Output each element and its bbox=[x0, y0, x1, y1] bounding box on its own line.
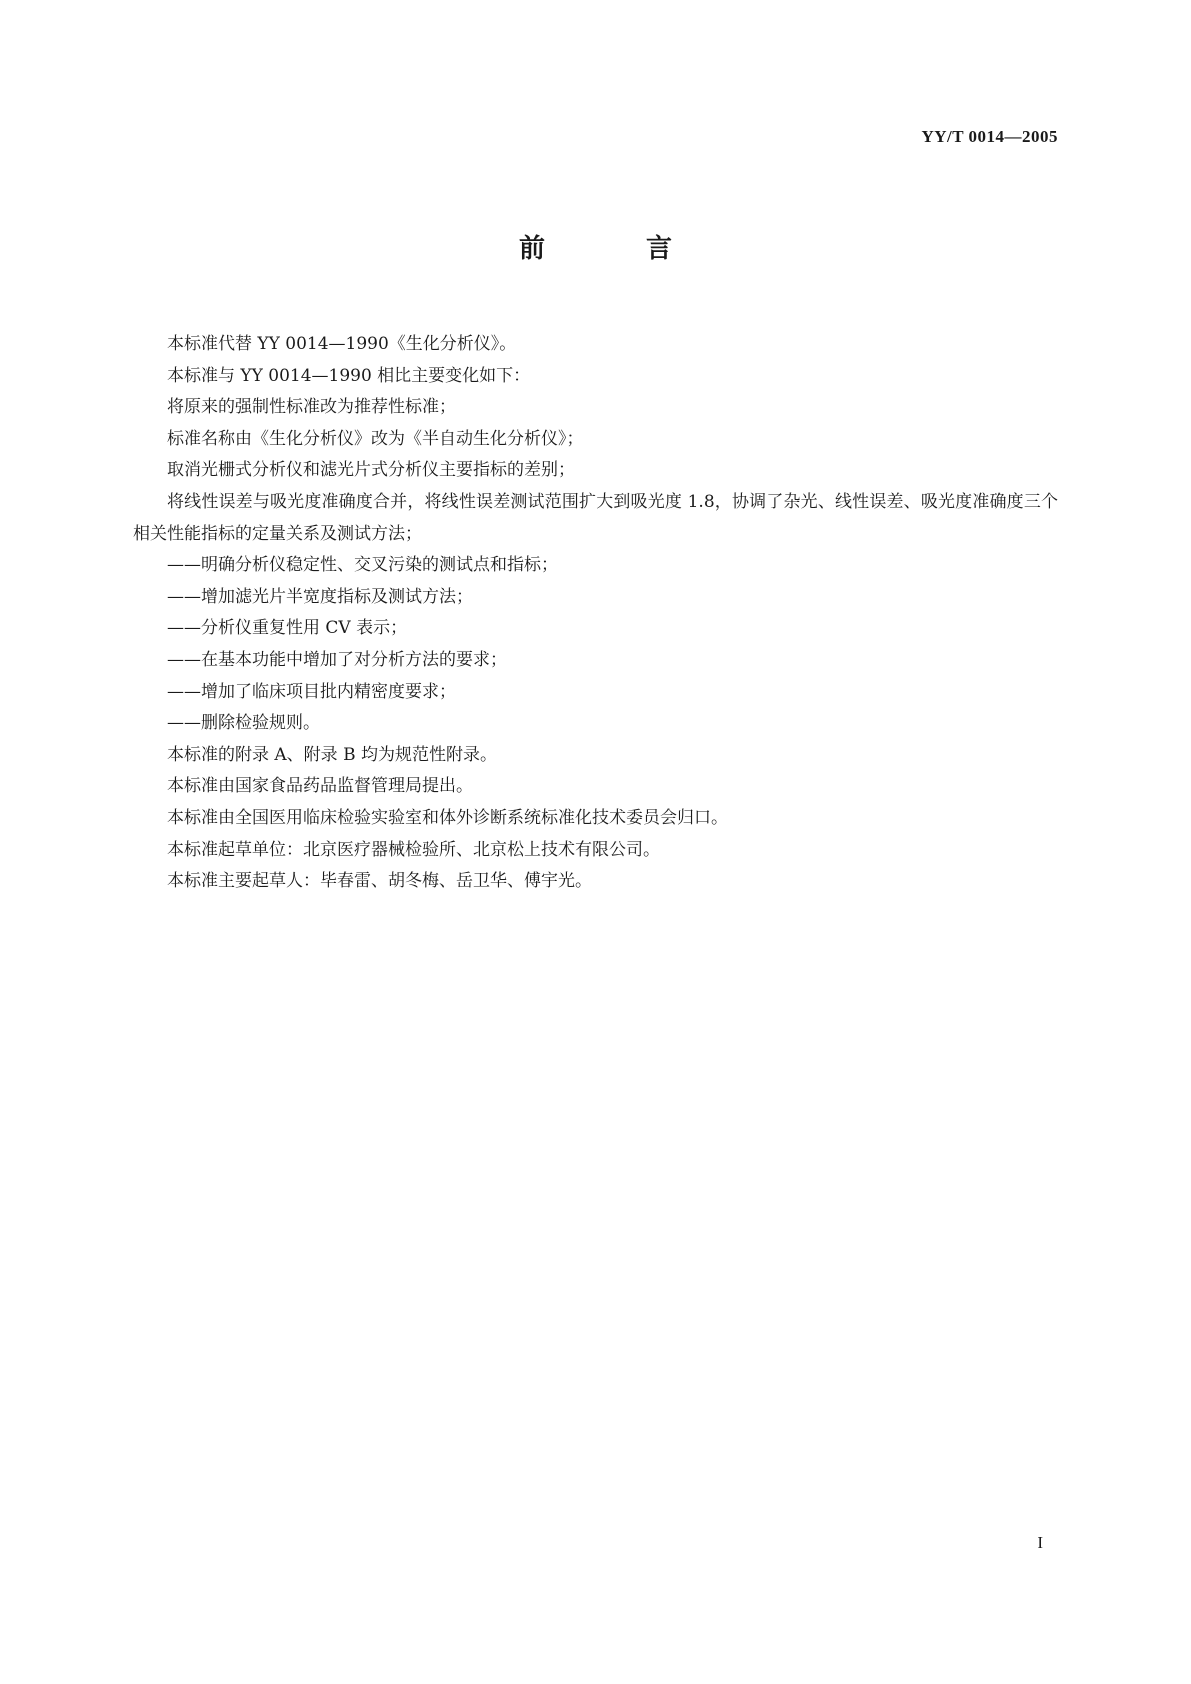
paragraph: 将原来的强制性标准改为推荐性标准； bbox=[167, 397, 456, 418]
paragraph: 本标准与 YY 0014—1990 相比主要变化如下： bbox=[167, 365, 531, 386]
list-item: ——分析仪重复性用 CV 表示； bbox=[167, 618, 408, 639]
list-item: ——增加了临床项目批内精密度要求； bbox=[167, 681, 456, 702]
paragraph: 本标准起草单位：北京医疗器械检验所、北京松上技术有限公司。 bbox=[167, 839, 660, 860]
paragraph: 本标准由国家食品药品监督管理局提出。 bbox=[167, 776, 473, 797]
paragraph: 本标准代替 YY 0014—1990《生化分析仪》。 bbox=[167, 334, 517, 354]
list-item: ——增加滤光片半宽度指标及测试方法； bbox=[167, 586, 473, 607]
paragraph: 本标准的附录 A、附录 B 均为规范性附录。 bbox=[167, 744, 497, 765]
paragraph: 本标准主要起草人：毕春雷、胡冬梅、岳卫华、傅宇光。 bbox=[167, 871, 592, 892]
paragraph: 取消光栅式分析仪和滤光片式分析仪主要指标的差别； bbox=[167, 460, 575, 481]
document-body bbox=[133, 329, 1058, 898]
list-item: ——删除检验规则。 bbox=[167, 713, 320, 734]
paragraph: 标准名称由《生化分析仪》改为《半自动生化分析仪》； bbox=[167, 428, 584, 449]
list-item: ——在基本功能中增加了对分析方法的要求； bbox=[167, 649, 507, 670]
standard-code: YY/T 0014—2005 bbox=[921, 127, 1058, 146]
paragraph: 将线性误差与吸光度准确度合并，将线性误差测试范围扩大到吸光度 1.8，协调了杂光、线性误差、吸光度准确度三个相关性能指标的定量关系及测试方法； bbox=[133, 491, 1058, 544]
list-item: ——明确分析仪稳定性、交叉污染的测试点和指标； bbox=[167, 555, 558, 576]
page-title: 前 言 bbox=[518, 234, 719, 264]
paragraph: 本标准由全国医用临床检验实验室和体外诊断系统标准化技术委员会归口。 bbox=[167, 807, 728, 828]
page-number: I bbox=[1037, 1533, 1043, 1552]
